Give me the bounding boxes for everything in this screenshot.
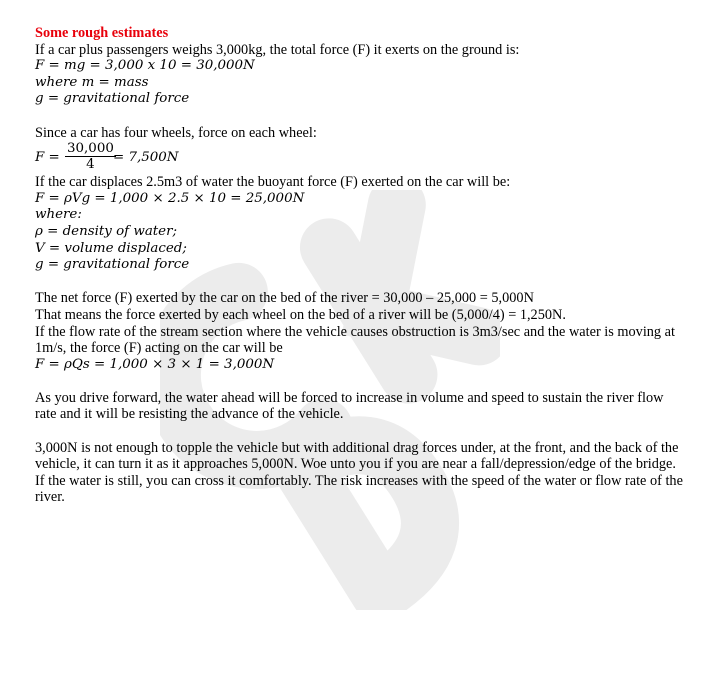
net-force: The net force (F) exerted by the car on the bed of the river = 30,000 – 25,000 = 5,000N [35,290,534,307]
flow-rate-text: If the flow rate of the stream section where the vehicle causes obstruction is 3m3/sec and the water is moving at 1m/s, the force (F) acting on the car will be [35,323,675,357]
equation-buoyant: F = ρVg = 1,000 × 2.5 × 10 = 25,000N [35,190,305,206]
topple-text: 3,000N is not enough to topple the vehicle but with additional drag forces under, at the front, and the back of the vehicle, it can turn it as it approaches 5,000N. Woe unto you if you are near a fall/depression/edge of the bridge. [35,439,679,473]
drive-forward-text: As you drive forward, the water ahead will be forced to increase in volume and speed to sustain the river flow rate and it will be resisting the advance of the vehicle. [35,389,664,423]
fraction-lhs: F = [35,150,60,166]
fraction [65,141,116,172]
def-volume: V = volume displaced; [35,240,187,256]
wheel-intro: Since a car has four wheels, force on each wheel: [35,124,317,141]
def-density: ρ = density of water; [35,223,178,239]
where-mass: where m = mass [35,74,149,90]
where-label: where: [35,207,82,223]
equation-weight: F = mg = 3,000 x 10 = 30,000N [35,58,255,74]
heading: Some rough estimates [35,25,169,41]
where-gravity: g = gravitational force [35,91,190,107]
equation-per-wheel [35,141,685,174]
buoyant-intro: If the car displaces 2.5m3 of water the buoyant force (F) exerted on the car will be: [35,174,511,191]
fraction-denominator: 4 [86,157,95,173]
force-intro: If a car plus passengers weighs 3,000kg, the total force (F) it exerts on the ground is: [35,41,520,58]
fraction-numerator: 30,000 [67,141,114,157]
def-gravity: g = gravitational force [35,257,190,273]
document-body [35,25,685,506]
each-wheel-force: That means the force exerted by each wheel on the bed of a river will be (5,000/4) = 1,250N. [35,306,566,323]
still-water-text: If the water is still, you can cross it comfortably. The risk increases with the speed of the water or flow rate of the river. [35,472,683,506]
equation-flow: F = ρQs = 1,000 × 3 × 1 = 3,000N [35,356,275,372]
fraction-rhs: = 7,500N [113,150,179,166]
